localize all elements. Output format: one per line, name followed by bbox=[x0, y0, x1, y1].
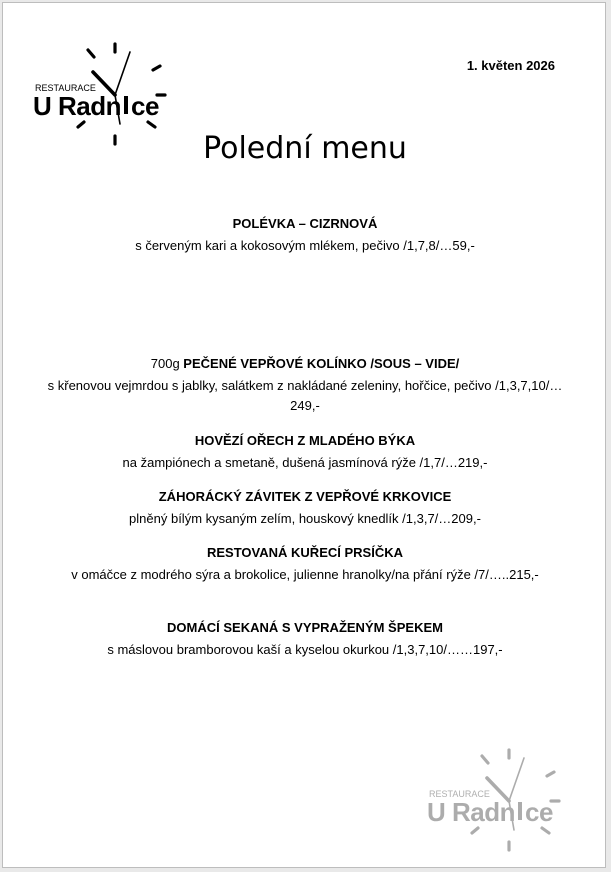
dish-name bbox=[33, 544, 577, 562]
clock-logo-watermark-icon bbox=[425, 747, 565, 855]
menu-item bbox=[33, 215, 577, 256]
menu-item bbox=[33, 488, 577, 529]
dish-title: HOVĚZÍ OŘECH Z MLADÉHO BÝKA bbox=[194, 433, 416, 448]
dish-name bbox=[33, 488, 577, 506]
menu-date: 1. květen 2026 bbox=[466, 58, 555, 73]
menu-item bbox=[33, 355, 577, 416]
dish-name bbox=[33, 432, 577, 450]
watermark-name-right: ce bbox=[525, 797, 553, 827]
dish-name bbox=[33, 619, 577, 637]
dish-title: ZÁHORÁCKÝ ZÁVITEK Z VEPŘOVÉ KRKOVICE bbox=[158, 489, 452, 504]
logo-name-right: ce bbox=[131, 91, 159, 121]
dish-title: POLÉVKA – CIZRNOVÁ bbox=[232, 216, 378, 231]
page-title: Polední menu bbox=[203, 131, 407, 166]
dish-description: na žampiónech a smetaně, dušená jasmínová rýže /1,7/…219,- bbox=[122, 455, 488, 470]
dish-description: plněný bílým kysaným zelím, houskový knedlík /1,3,7/…209,- bbox=[129, 511, 481, 526]
dish-name bbox=[33, 355, 577, 373]
menu-page bbox=[2, 2, 606, 868]
watermark-name-left: U Radn bbox=[427, 797, 515, 827]
logo-name-left: U Radn bbox=[33, 91, 121, 121]
dish-description: s máslovou bramborovou kaší a kyselou okurkou /1,3,7,10/……197,- bbox=[107, 642, 503, 657]
dish-description: s červeným kari a kokosovým mlékem, pečivo /1,7,8/…59,- bbox=[135, 238, 475, 253]
dish-title: DOMÁCÍ SEKANÁ S VYPRAŽENÝM ŠPEKEM bbox=[167, 620, 443, 635]
dish-description: s křenovou vejmrdou s jablky, salátkem z nakládané zeleniny, hořčice, pečivo /1,3,7,10/…249,- bbox=[47, 378, 563, 413]
menu-item bbox=[33, 544, 577, 585]
watermark-small-text: RESTAURACE bbox=[429, 789, 490, 799]
menu-item bbox=[33, 619, 577, 660]
menu-item bbox=[33, 432, 577, 473]
dish-title: RESTOVANÁ KUŘECÍ PRSÍČKA bbox=[207, 545, 403, 560]
logo-small-text: RESTAURACE bbox=[35, 83, 96, 93]
restaurant-logo-watermark bbox=[425, 747, 565, 855]
dish-title: PEČENÉ VEPŘOVÉ KOLÍNKO /SOUS – VIDE/ bbox=[183, 356, 460, 371]
dish-name bbox=[33, 215, 577, 233]
dish-weight: 700g bbox=[150, 356, 184, 371]
dish-description: v omáčce z modrého sýra a brokolice, julienne hranolky/na přání rýže /7/…..215,- bbox=[71, 567, 539, 582]
